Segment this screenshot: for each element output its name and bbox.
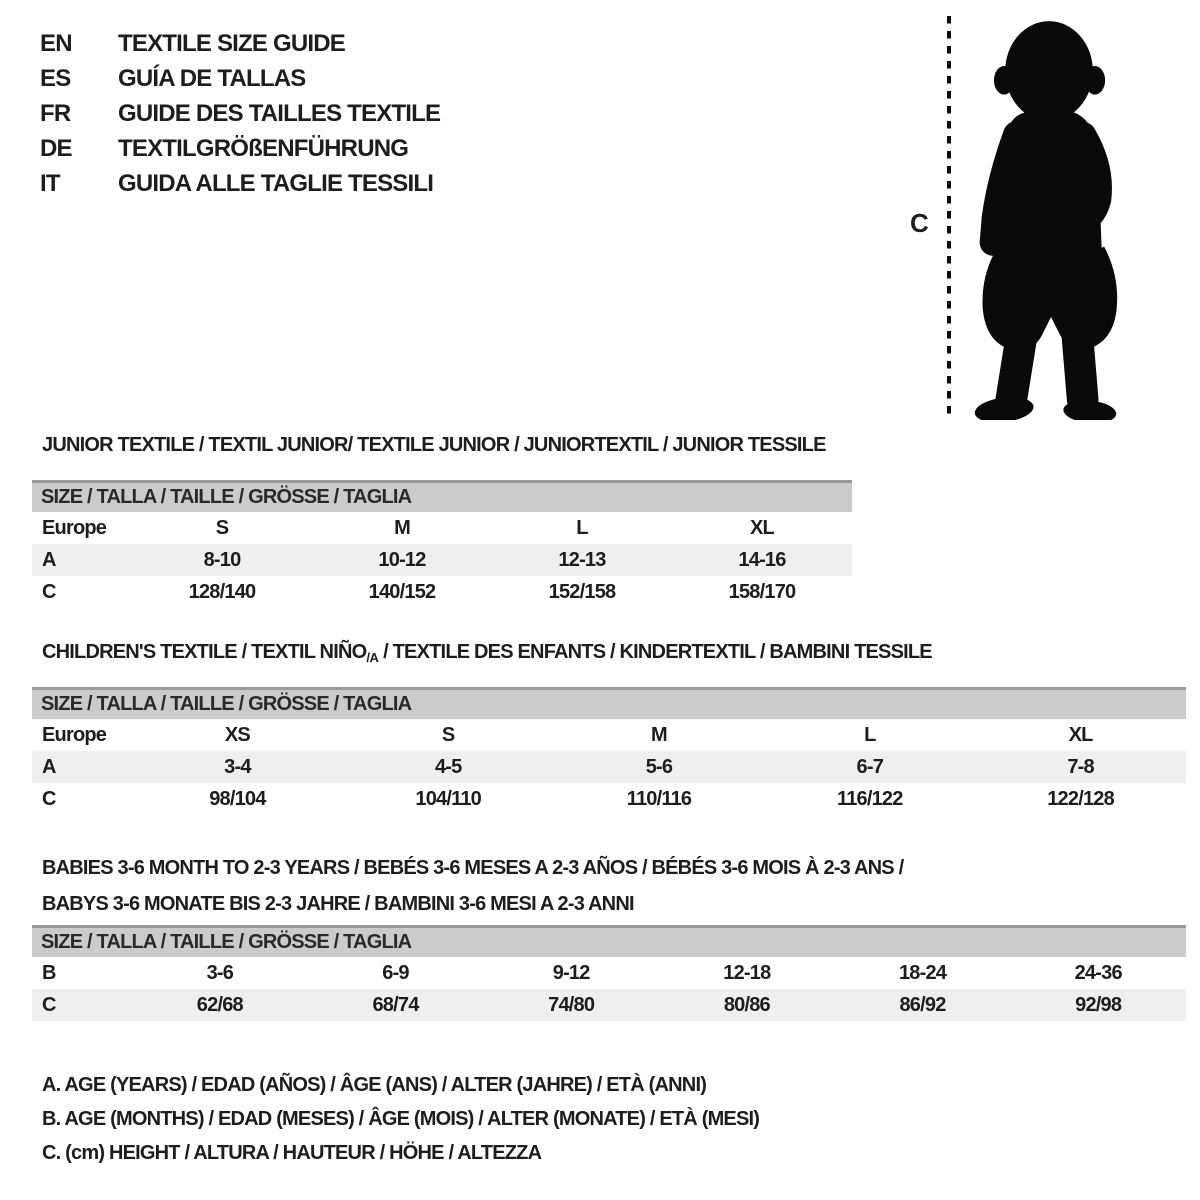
language-row-it [40,166,440,201]
table-cell: 74/80 [548,993,595,1016]
language-code: FR [40,100,71,127]
babies-height-row [32,989,1186,1021]
table-cell: 8-10 [203,548,241,571]
children-heading-text: / TEXTILE DES ENFANTS / KINDERTEXTIL / BAMBINI TESSILE [378,641,932,663]
language-row-fr [40,96,440,131]
table-cell: 7-8 [1067,755,1094,778]
table-cell: 158/170 [728,580,796,603]
babies-size-table [32,925,1186,1021]
table-cell: 122/128 [1047,787,1114,810]
table-cell: 4-5 [434,755,462,778]
footnote-height-cm: C. (cm) HEIGHT / ALTURA / HAUTEUR / HÖHE / ALTEZZA [42,1142,542,1164]
junior-size-table [32,480,852,608]
language-title: GUIDA ALLE TAGLIE TESSILI [118,170,434,197]
children-heading-subscript: /A [366,650,379,665]
footnote-age-years: A. AGE (YEARS) / EDAD (AÑOS) / ÂGE (ANS) / ALTER (JAHRE) / ETÀ (ANNI) [42,1074,707,1096]
footnotes-block [42,1068,759,1170]
language-row-en [40,26,440,61]
size-header-bar: SIZE / TALLA / TAILLE / GRÖSSE / TAGLIA [32,687,1186,719]
table-cell: 86/92 [899,993,946,1016]
table-cell: 12-13 [558,548,606,571]
row-label: A [42,755,56,778]
column-header: XS [224,723,250,746]
footnote-age-months: B. AGE (MONTHS) / EDAD (MESES) / ÂGE (MOIS) / ALTER (MONATE) / ETÀ (MESI) [42,1108,760,1130]
table-cell: 3-4 [224,755,251,778]
table-cell: 152/158 [548,580,616,603]
table-cell: 104/110 [415,787,481,810]
babies-heading-line1: BABIES 3-6 MONTH TO 2-3 YEARS / BEBÉS 3-6 MESES A 2-3 AÑOS / BÉBÉS 3-6 MOIS À 2-3 ANS / [42,857,904,879]
region-label: Europe [42,516,107,539]
junior-section-heading: JUNIOR TEXTILE / TEXTIL JUNIOR/ TEXTILE JUNIOR / JUNIORTEXTIL / JUNIOR TESSILE [42,434,826,456]
language-code: ES [40,65,71,92]
toddler-silhouette-icon [958,12,1138,420]
table-cell: 18-24 [898,961,947,984]
column-header: M [394,516,410,539]
table-cell: 92/98 [1075,993,1122,1016]
table-cell: 5-6 [645,755,673,778]
children-size-table [32,687,1186,815]
language-title-block [40,26,440,201]
children-age-row [32,751,1186,783]
table-cell: 98/104 [209,787,266,810]
language-title: GUIDE DES TAILLES TEXTILE [118,100,441,127]
table-cell: 14-16 [738,548,786,571]
table-cell: 6-9 [382,961,409,984]
language-row-de [40,131,440,166]
row-label: C [42,580,56,603]
height-measure-label: C [910,208,928,238]
size-header-bar: SIZE / TALLA / TAILLE / GRÖSSE / TAGLIA [32,925,1186,957]
language-title: TEXTILGRÖßENFÜHRUNG [118,135,409,162]
junior-height-row [32,576,852,608]
children-columns-row [32,719,1186,751]
language-row-es [40,61,440,96]
column-header: S [441,723,455,746]
table-cell: 3-6 [206,961,234,984]
table-cell: 110/116 [626,787,692,810]
language-code: EN [40,30,72,57]
column-header: L [864,723,876,746]
row-label: C [42,787,56,810]
row-label: B [42,961,56,984]
children-height-row [32,783,1186,815]
language-title: TEXTILE SIZE GUIDE [118,30,345,57]
table-cell: 80/86 [723,993,770,1016]
junior-age-row [32,544,852,576]
children-heading-text: CHILDREN'S TEXTILE / TEXTIL NIÑO [42,641,367,663]
babies-age-row [32,957,1186,989]
table-cell: 68/74 [372,993,419,1016]
row-label: A [42,548,56,571]
babies-section-heading [42,850,903,922]
column-header: S [215,516,229,539]
column-header: XL [1068,723,1093,746]
table-cell: 12-18 [723,961,771,984]
table-cell: 10-12 [378,548,426,571]
column-header: L [576,516,588,539]
children-section-heading [42,641,932,664]
height-measure-dashed-line [944,16,954,420]
column-header: XL [750,516,774,539]
language-code: IT [40,170,60,197]
table-cell: 128/140 [188,580,256,603]
size-header-bar: SIZE / TALLA / TAILLE / GRÖSSE / TAGLIA [32,480,852,512]
table-cell: 6-7 [856,755,884,778]
row-label: C [42,993,56,1016]
table-cell: 140/152 [368,580,436,603]
language-title: GUÍA DE TALLAS [118,65,306,92]
babies-heading-line2: BABYS 3-6 MONATE BIS 2-3 JAHRE / BAMBINI 3-6 MESI A 2-3 ANNI [42,893,634,915]
table-cell: 116/122 [836,787,903,810]
table-cell: 24-36 [1074,961,1122,984]
table-cell: 62/68 [196,993,243,1016]
junior-columns-row [32,512,852,544]
column-header: M [651,723,667,746]
table-cell: 9-12 [552,961,590,984]
region-label: Europe [42,723,107,746]
language-code: DE [40,135,72,162]
